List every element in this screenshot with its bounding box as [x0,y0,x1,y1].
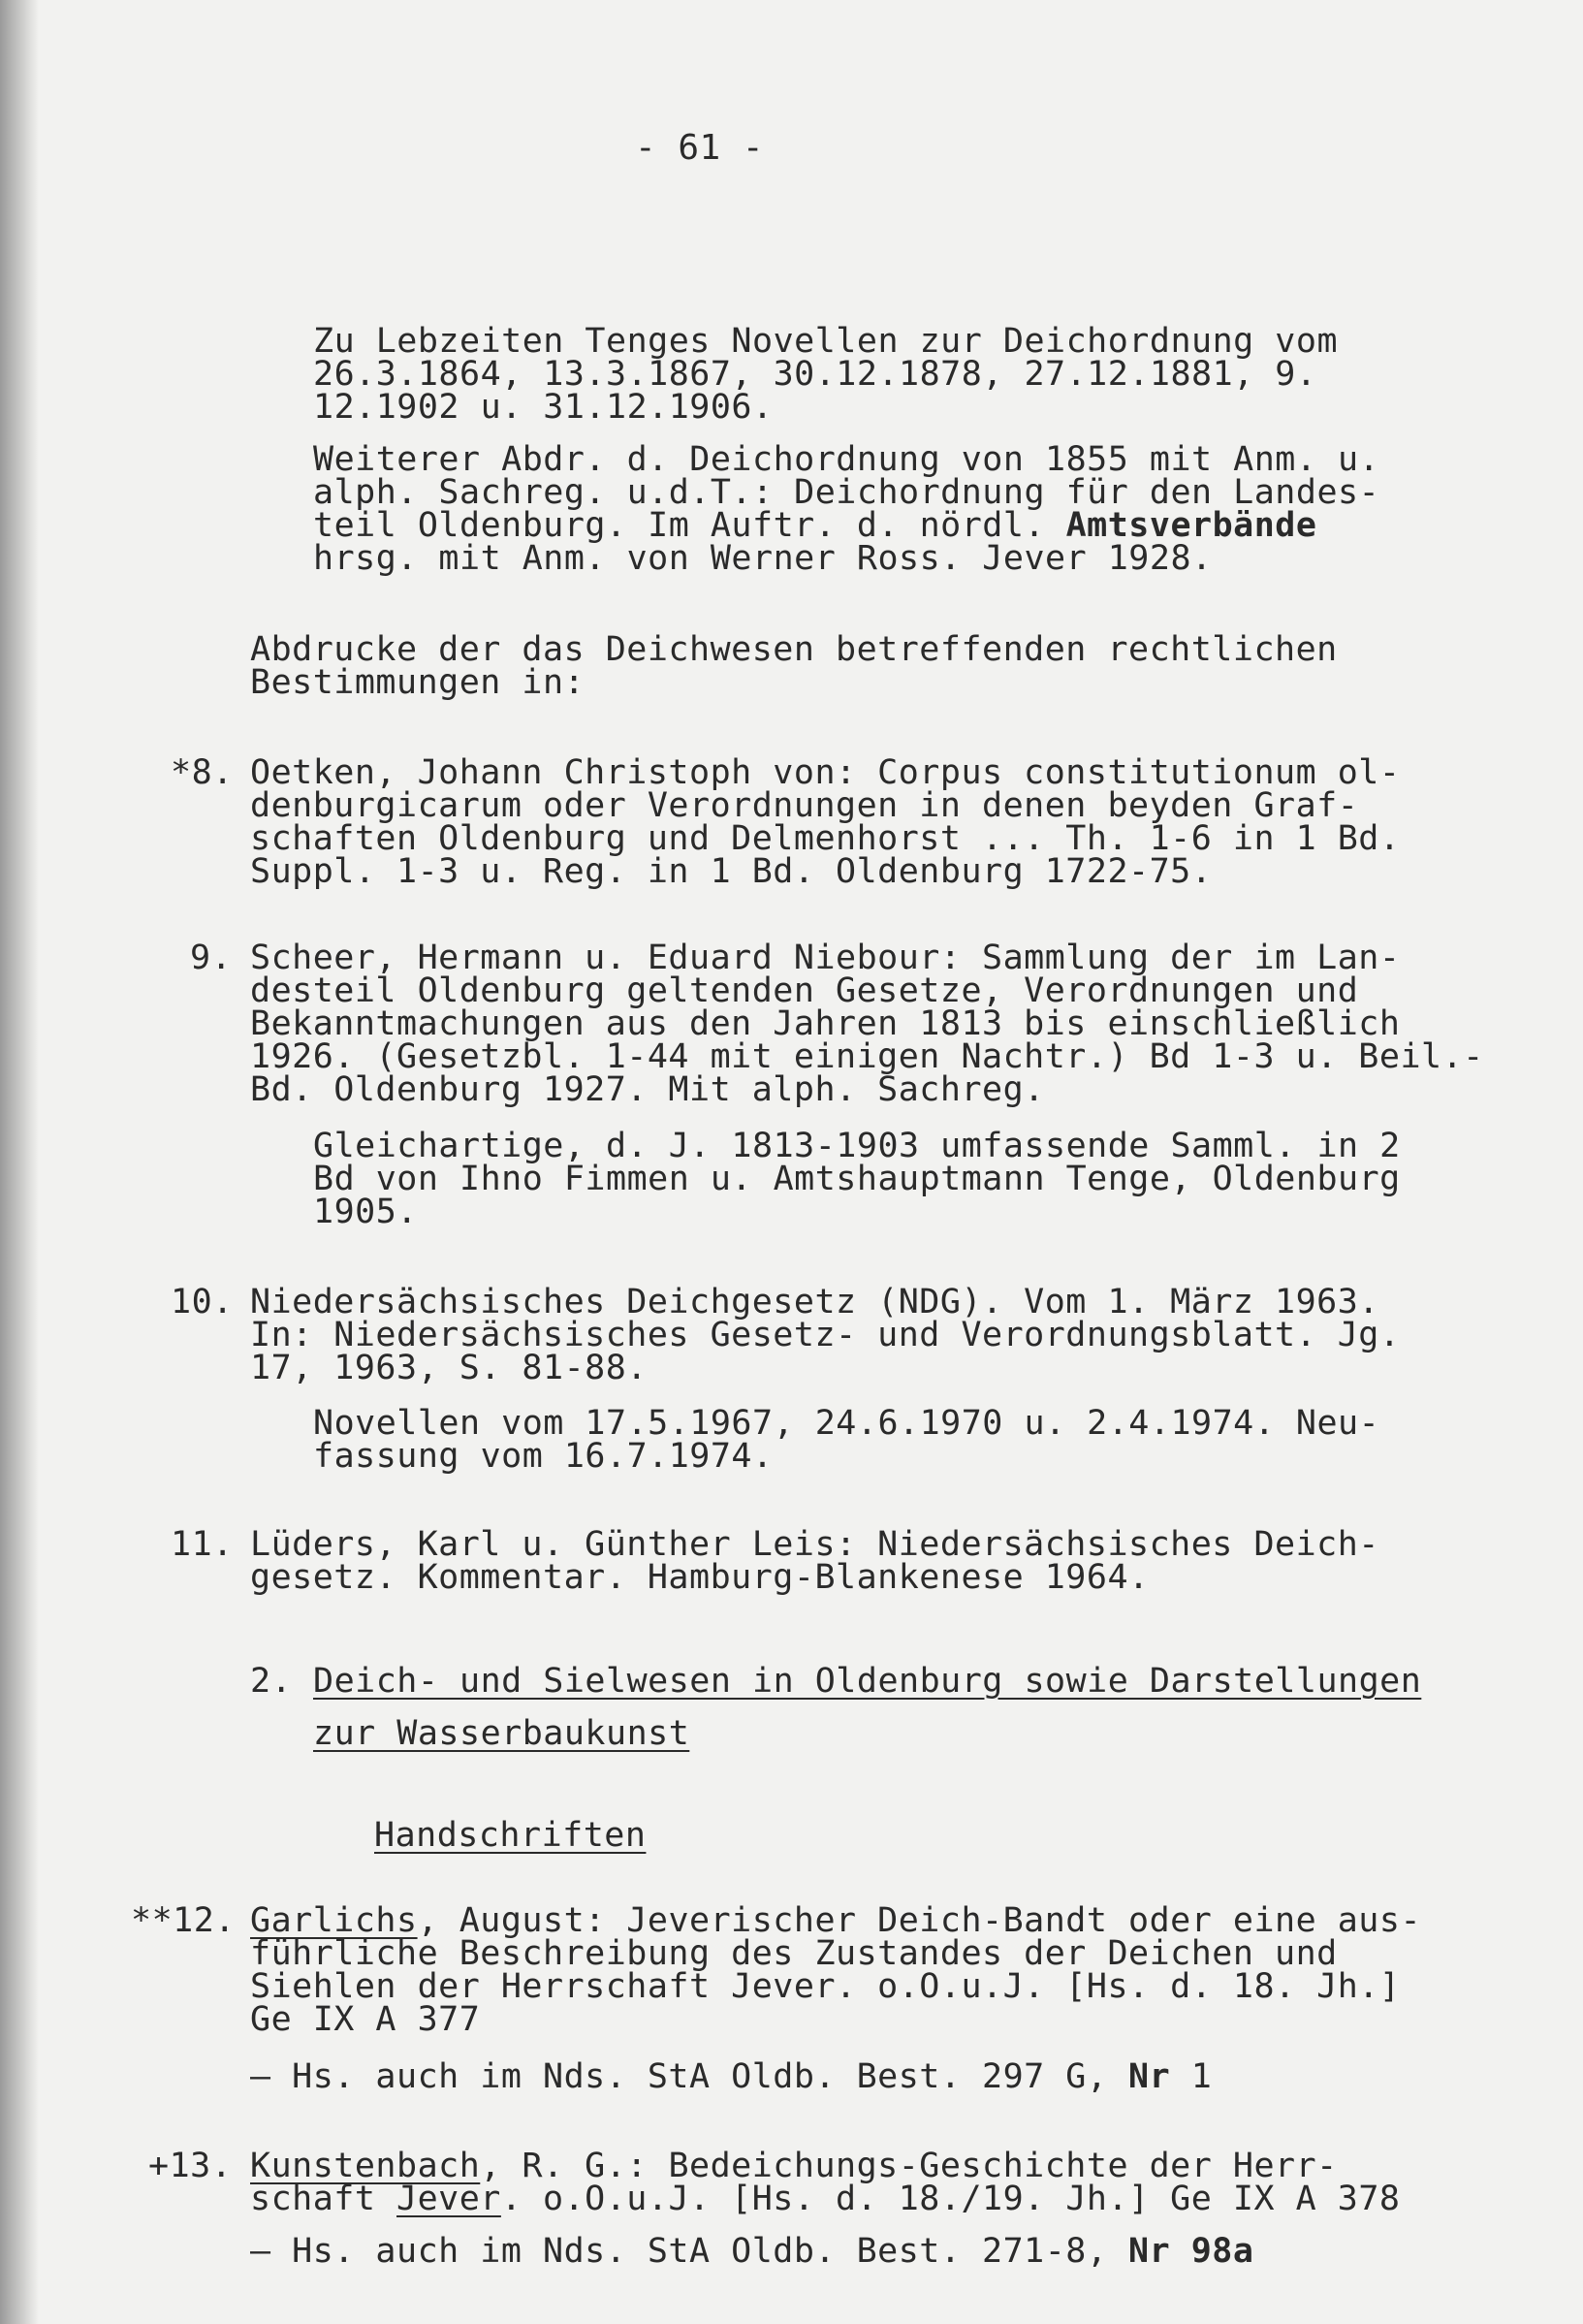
text-segment: teil Oldenburg. Im Auftr. d. nördl. [313,506,1066,545]
entry-line: In: Niedersächsisches Gesetz- und Verordnungsblatt. Jg. [250,1316,1401,1354]
text-line: 26.3.1864, 13.3.1867, 30.12.1878, 27.12.1881, 9. [313,355,1317,394]
entry-line: 1926. (Gesetzbl. 1-44 mit einigen Nachtr.) Bd 1-3 u. Beil.- [250,1037,1484,1076]
entry-marker: **12. [131,1901,236,1940]
entry-line: desteil Oldenburg geltenden Gesetze, Verordnungen und [250,971,1359,1010]
text-segment: 1 [1170,2057,1213,2096]
entry-line: Siehlen der Herrschaft Jever. o.O.u.J. [Hs. d. 18. Jh.] [250,1967,1401,2006]
section-title: Deich- und Sielwesen in Oldenburg sowie Darstellungen [313,1662,1422,1701]
bold-term: Nr 98a [1128,2232,1254,2271]
entry-line: denburgicarum oder Verordnungen in denen beyden Graf- [250,786,1359,825]
text-segment: . o.O.u.J. [Hs. d. 18./19. Jh.] Ge IX A 378 [500,2180,1401,2218]
entry-line [250,2181,1400,2216]
entry-marker: *8. [171,753,234,792]
entry-marker: 10. [171,1283,234,1321]
entry-line: Lüders, Karl u. Günther Leis: Niedersächsisches Deich- [250,1525,1379,1564]
text-segment: — Hs. auch im Nds. StA Oldb. Best. 297 G, [250,2057,1129,2096]
entry-note: Novellen vom 17.5.1967, 24.6.1970 u. 2.4.1974. Neu- [313,1404,1380,1443]
text-segment: schaft [250,2180,397,2218]
entry-line: Bd. Oldenburg 1927. Mit alph. Sachreg. [250,1070,1045,1109]
text-line: alph. Sachreg. u.d.T.: Deichordnung für den Landes- [313,473,1380,512]
text-segment: , R. G.: Bedeichungs-Geschichte der Herr- [480,2147,1338,2185]
entry-line: führliche Beschreibung des Zustandes der Deichen und [250,1934,1338,1973]
entry-note [250,2234,1253,2269]
entry-line: Scheer, Hermann u. Eduard Niebour: Sammlung der im Lan- [250,939,1401,977]
page-number: - 61 - [635,128,765,168]
entry-note: Gleichartige, d. J. 1813-1903 umfassende Samml. in 2 [313,1127,1401,1165]
entry-note: Bd von Ihno Fimmen u. Amtshauptmann Tenge, Oldenburg [313,1160,1401,1198]
entry-line: Niedersächsisches Deichgesetz (NDG). Vom 1. März 1963. [250,1283,1379,1321]
text-line: Weiterer Abdr. d. Deichordnung von 1855 mit Anm. u. [313,440,1380,479]
section-title: zur Wasserbaukunst [313,1714,690,1753]
entry-line: Oetken, Johann Christoph von: Corpus constitutionum ol- [250,753,1401,792]
entry-line: 17, 1963, S. 81-88. [250,1349,648,1387]
entry-line: Ge IX A 377 [250,2000,481,2039]
entry-marker: +13. [148,2147,233,2185]
text-line: Abdrucke der das Deichwesen betreffenden rechtlichen [250,630,1338,669]
entry-line: gesetz. Kommentar. Hamburg-Blankenese 1964. [250,1558,1150,1597]
text-line: Bestimmungen in: [250,663,586,702]
author-name: Garlichs [250,1901,418,1940]
section-number: 2. [250,1662,293,1701]
text-line: hrsg. mit Anm. von Werner Ross. Jever 1928. [313,539,1213,578]
text-line [313,508,1316,543]
author-name: Kunstenbach [250,2147,481,2185]
entry-line: Suppl. 1-3 u. Reg. in 1 Bd. Oldenburg 1722-75. [250,852,1213,891]
entry-note [250,2059,1212,2094]
text-line: Zu Lebzeiten Tenges Novellen zur Deichordnung vom [313,322,1339,361]
text-segment: — Hs. auch im Nds. StA Oldb. Best. 271-8, [250,2232,1129,2271]
entry-marker: 9. [190,939,233,977]
text-segment: , August: Jeverischer Deich-Bandt oder eine aus- [417,1901,1422,1940]
entry-line [250,1903,1421,1938]
bold-term: Amtsverbände [1065,506,1317,545]
entry-note: 1905. [313,1193,418,1231]
scan-edge-shadow [0,0,39,2324]
place-name: Jever [396,2180,501,2218]
entry-line: Bekanntmachungen aus den Jahren 1813 bis einschließlich [250,1004,1401,1043]
bold-term: Nr [1128,2057,1171,2096]
entry-note: fassung vom 16.7.1974. [313,1437,774,1476]
entry-line: schaften Oldenburg und Delmenhorst ... Th. 1-6 in 1 Bd. [250,819,1401,858]
entry-line [250,2149,1338,2183]
subheading: Handschriften [374,1816,647,1855]
text-line: 12.1902 u. 31.12.1906. [313,388,774,427]
entry-marker: 11. [171,1525,234,1564]
